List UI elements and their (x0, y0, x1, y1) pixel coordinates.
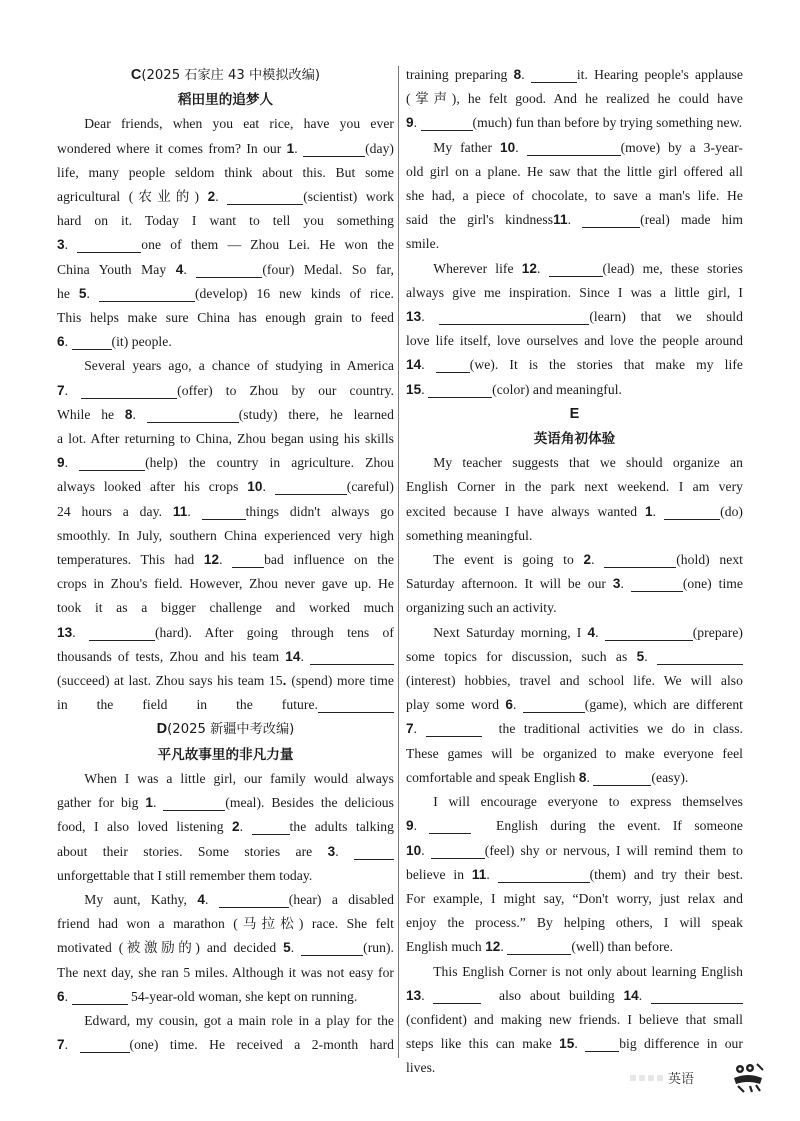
passage-line: took it as a bigger challenge and worked much (57, 600, 394, 616)
passage-line: old girl on a plane. He saw that the little girl offered all (406, 163, 743, 179)
blank-number: 10 (247, 479, 263, 495)
section-c-letter: C (130, 67, 142, 83)
passage-line: play some word 6. (game), which are different (406, 697, 743, 713)
answer-blank[interactable] (498, 866, 590, 883)
reading-mascot-icon (730, 1060, 766, 1094)
answer-blank[interactable] (428, 381, 492, 398)
answer-blank[interactable] (507, 938, 571, 955)
blank-number: 11 (471, 866, 487, 882)
blank-number: 8 (513, 67, 522, 82)
answer-blank[interactable] (77, 236, 141, 253)
answer-blank[interactable] (651, 987, 743, 1004)
answer-blank[interactable] (523, 696, 585, 713)
passage-line: food, I also loved listening 2. the adults talking (57, 819, 394, 835)
blank-number: 3 (612, 576, 621, 592)
answer-blank[interactable] (426, 720, 482, 737)
blank-number: 5 (283, 940, 291, 956)
passage-line: 7. (one) time. He received a 2-month hard (57, 1037, 394, 1053)
passage-line: Several years ago, a chance of studying in America (84, 358, 394, 374)
passage-line: I will encourage everyone to express themselves (433, 794, 743, 810)
answer-blank[interactable] (99, 285, 195, 302)
passage-line: a lot. After returning to China, Zhou began using his skills (57, 431, 394, 447)
answer-blank[interactable] (439, 308, 589, 325)
passage-line: English Corner in the park next weekend. I am very (406, 479, 743, 495)
passage-line: These games will be organized to make everyone feel (406, 745, 743, 761)
answer-blank[interactable] (80, 1036, 130, 1053)
passage-line: Saturday afternoon. It will be our 3. (one) time (406, 576, 743, 592)
blank-number: 1 (645, 503, 653, 519)
blank-number: 4 (175, 261, 184, 277)
passage-line: For example, I might say, “Don't worry, just relax and (406, 890, 743, 906)
passage-line: When I was a little girl, our family would always (84, 770, 394, 786)
passage-line: 10. (feel) shy or nervous, I will remind them to (406, 842, 743, 858)
passage-line: While he 8. (study) there, he learned (57, 406, 394, 422)
passage-line: some topics for discussion, such as 5. (406, 645, 743, 669)
passage-line: My father 10. (move) by a 3-year- (433, 139, 743, 155)
answer-blank[interactable] (202, 503, 246, 520)
passage-line: he 5. (develop) 16 new kinds of rice. (57, 285, 394, 301)
passage-line: crops in Zhou's field. However, Zhou never gave up. He (57, 576, 394, 592)
blank-number: 15 (559, 1036, 575, 1052)
answer-blank[interactable] (219, 891, 289, 908)
blank-number: 7 (57, 1037, 65, 1053)
answer-blank[interactable] (429, 817, 471, 834)
blank-number: 6 (505, 697, 514, 713)
passage-line: always looked after his crops 10. (careful) (57, 479, 394, 495)
answer-blank[interactable] (72, 988, 128, 1005)
passage-line: 13. (hard). After going through tens of (57, 624, 394, 640)
answer-blank[interactable] (593, 769, 651, 786)
answer-blank[interactable] (631, 575, 683, 592)
passage-line: agricultural (农业的) 2. (scientist) work (57, 189, 395, 205)
blank-number: . (282, 673, 292, 689)
passage-line: 24 hours a day. 11. things didn't always go (57, 503, 394, 519)
blank-number: 2 (232, 819, 240, 835)
answer-blank[interactable] (605, 624, 693, 641)
passage-line: 14. (we). It is the stories that make my life (406, 357, 743, 373)
answer-blank[interactable] (81, 382, 177, 399)
passage-line: enjoy the process.” By helping others, I will speak (406, 915, 743, 931)
passage-line: comfortable and speak English 8. (easy). (406, 769, 689, 785)
answer-blank[interactable] (89, 624, 155, 641)
answer-blank[interactable] (252, 818, 290, 835)
section-c-heading (57, 63, 394, 88)
blank-number: 3 (57, 237, 65, 253)
passage-line: excited because I have always wanted 1. (do) (406, 503, 743, 519)
passage-line: 9. English during the event. If someone (406, 818, 743, 834)
answer-blank[interactable] (79, 454, 145, 471)
passage-line: (confident) and making new friends. I believe that small (406, 1011, 743, 1027)
section-d-passage-part2 (406, 63, 743, 402)
passage-line: 9. (help) the country in agriculture. Zhou (57, 455, 394, 471)
answer-blank[interactable] (303, 140, 365, 157)
passage-line: 7. the traditional activities we do in class. (406, 721, 743, 737)
answer-blank[interactable] (227, 188, 303, 205)
answer-blank[interactable] (318, 696, 394, 713)
blank-number: 6 (57, 334, 65, 350)
blank-number: 1 (286, 140, 295, 156)
passage-line: hard on it. Today I want to tell you something (57, 213, 394, 229)
section-c-passage (57, 112, 394, 717)
left-column (57, 63, 394, 1057)
blank-number: 12 (521, 260, 537, 276)
answer-blank[interactable] (657, 648, 743, 665)
answer-blank[interactable] (549, 260, 603, 277)
section-d-heading (57, 717, 394, 742)
blank-number: 9 (406, 818, 414, 834)
answer-blank[interactable] (310, 648, 394, 665)
passage-line: wondered where it comes from? In our 1. (day) (57, 140, 394, 156)
passage-line: My teacher suggests that we should organize an (433, 455, 743, 471)
blank-number: 11 (553, 212, 568, 228)
section-c-title: 稻田里的追梦人 (177, 92, 274, 109)
passage-line: The next day, she ran 5 miles. Although it was not easy for (57, 964, 394, 980)
answer-blank[interactable] (431, 842, 485, 859)
passage-line: steps like this can make 15. big difference in our (406, 1036, 743, 1052)
blank-number: 7 (406, 721, 414, 737)
blank-number: 4 (587, 624, 596, 640)
blank-number: 10 (406, 842, 422, 858)
passage-line: The event is going to 2. (hold) next (433, 552, 743, 568)
answer-blank[interactable] (232, 551, 264, 568)
passage-line: life, many people seldom think about this. But some (57, 164, 394, 180)
right-column (406, 63, 743, 1081)
answer-blank[interactable] (436, 356, 470, 373)
passage-line: Next Saturday morning, I 4. (prepare) (433, 624, 743, 640)
passage-line: friend had won a marathon (马拉松) race. She felt (57, 916, 394, 932)
section-d-title: 平凡故事里的非凡力量 (157, 746, 294, 763)
passage-line: she had, a piece of chocolate, to save a man's life. He (406, 188, 743, 204)
passage-line: 3. one of them — Zhou Lei. He won the (57, 237, 394, 253)
section-e-letter: E (569, 405, 580, 422)
passage-line: smile. (406, 236, 440, 252)
answer-blank[interactable] (531, 66, 577, 83)
blank-number: 12 (485, 939, 501, 955)
passage-line: said the girl's kindness11. (real) made him (406, 212, 743, 228)
blank-number: 3 (327, 843, 336, 859)
passage-line: Edward, my cousin, got a main role in a play for the (84, 1012, 394, 1028)
passage-line: 15. (color) and meaningful. (406, 381, 623, 397)
passage-line: My aunt, Kathy, 4. (hear) a disabled (84, 891, 394, 907)
passage-line: temperatures. This had 12. bad influence on the (57, 552, 394, 568)
answer-blank[interactable] (72, 333, 112, 350)
column-divider (398, 66, 399, 1058)
answer-blank[interactable] (527, 139, 621, 156)
passage-line: 6. 54-year-old woman, she kept on running. (57, 988, 358, 1004)
answer-blank[interactable] (585, 1035, 619, 1052)
passage-line: Wherever life 12. (lead) me, these stories (433, 260, 743, 276)
section-d-passage-part1 (57, 767, 394, 1057)
passage-line: 13. also about building 14. (406, 984, 743, 1008)
passage-line: English much 12. (well) than before. (406, 939, 674, 955)
answer-blank[interactable] (196, 261, 262, 278)
passage-line: unforgettable that I still remember them today. (57, 867, 313, 883)
blank-number: 14 (623, 987, 639, 1003)
blank-number: 9 (57, 455, 65, 471)
passage-line: smoothly. In July, southern China experienced very high (57, 527, 394, 543)
section-d-source: (2025 新疆中考改编) (167, 722, 295, 738)
passage-line: gather for big 1. (meal). Besides the delicious (57, 795, 394, 811)
answer-blank[interactable] (433, 987, 481, 1004)
passage-line: This English Corner is not only about learning English (433, 963, 743, 979)
section-e-passage (406, 451, 743, 1080)
blank-number: 1 (145, 795, 153, 811)
passage-line: (interest) hobbies, travel and school life. We will also (406, 673, 743, 689)
passage-line: love life itself, love ourselves and love the people around (406, 333, 743, 349)
blank-number: 14 (285, 648, 301, 664)
section-e-title: 英语角初体验 (533, 431, 616, 448)
answer-blank[interactable] (664, 503, 720, 520)
passage-line: 9. (much) fun than before by trying something new. (406, 115, 743, 131)
passage-line: training preparing 8. it. Hearing people's applause (406, 67, 743, 82)
blank-number: 11 (172, 503, 188, 519)
passage-line: lives. (406, 1060, 436, 1076)
blank-number: 9 (406, 115, 414, 131)
blank-number: 5 (78, 285, 87, 301)
footer-decoration (630, 1075, 664, 1081)
blank-number: 15 (406, 381, 422, 397)
blank-number: 2 (583, 552, 592, 568)
footer-subject-label: 英语 (668, 1072, 695, 1087)
section-e-heading (406, 402, 743, 427)
answer-blank[interactable] (354, 843, 394, 860)
passage-line: always give me inspiration. Since I was a little girl, I (406, 284, 743, 300)
section-d-letter: D (156, 721, 168, 738)
answer-blank[interactable] (275, 478, 347, 495)
blank-number: 8 (124, 406, 133, 422)
passage-line: motivated (被激励的) and decided 5. (run). (57, 940, 394, 956)
passage-line: something meaningful. (406, 527, 533, 543)
blank-number: 10 (500, 139, 516, 155)
blank-number: 13 (406, 987, 422, 1003)
blank-number: 6 (57, 988, 65, 1004)
answer-blank[interactable] (147, 406, 239, 423)
passage-line: believe in 11. (them) and try their best. (406, 866, 744, 882)
blank-number: 8 (578, 769, 587, 785)
blank-number: 7 (57, 382, 65, 398)
section-c-source: (2025 石家庄 43 中模拟改编) (141, 68, 321, 83)
blank-number: 12 (203, 552, 220, 568)
passage-line: thousands of tests, Zhou and his team 14. (57, 645, 394, 669)
blank-number: 5 (636, 648, 645, 664)
passage-line: Dear friends, when you eat rice, have you ever (84, 116, 394, 132)
passage-line: (succeed) at last. Zhou says his team 15. (spend) more time in the field in the future. (57, 673, 394, 713)
answer-blank[interactable] (301, 939, 363, 956)
answer-blank[interactable] (421, 114, 473, 131)
blank-number: 4 (197, 891, 205, 907)
blank-number: 13 (406, 309, 422, 325)
passage-line: China Youth May 4. (four) Medal. So far, (57, 261, 394, 277)
passage-line: 6. (it) people. (57, 334, 172, 350)
answer-blank[interactable] (163, 794, 225, 811)
blank-number: 13 (57, 624, 73, 640)
answer-blank[interactable] (582, 211, 640, 228)
passage-line: (掌声), he felt good. And he realized he could have (406, 91, 743, 107)
passage-line: 7. (offer) to Zhou by our country. (57, 382, 394, 398)
blank-number: 14 (406, 357, 422, 373)
passage-line: 13. (learn) that we should (406, 309, 743, 325)
passage-line: This helps make sure China has enough grain to feed (57, 310, 394, 326)
blank-number: 2 (207, 189, 216, 205)
answer-blank[interactable] (604, 551, 676, 568)
passage-line: about their stories. Some stories are 3. (57, 840, 394, 864)
passage-line: organizing such an activity. (406, 600, 557, 616)
